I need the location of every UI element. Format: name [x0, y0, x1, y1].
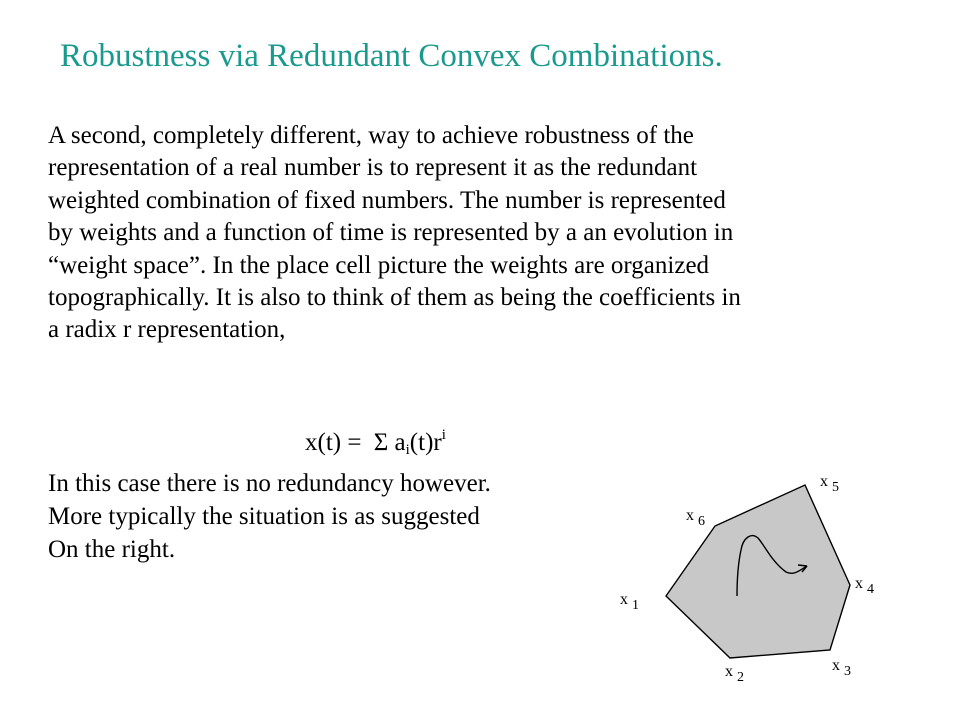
vertex-label-x2: x 2: [725, 663, 744, 685]
paragraph-line: “weight space”. In the place cell picture the weights are organized: [48, 251, 710, 279]
vertex-label-x6: x 6: [686, 507, 705, 529]
paragraph-line: representation of a real number is to represent it as the redundant: [48, 154, 698, 182]
paragraph-line: A second, completely different, way to achieve robustness of the: [48, 122, 694, 149]
formula-mid: (t)r: [409, 429, 442, 456]
convex-hull-diagram: [600, 470, 900, 710]
formula-lhs: x(t) =: [305, 429, 368, 456]
formula-a: a: [394, 429, 406, 456]
note-line: More typically the situation is as suggested: [48, 503, 480, 530]
slide-title: Robustness via Redundant Convex Combinations.: [60, 38, 723, 74]
vertex-label-x3: x 3: [832, 657, 851, 679]
note-text: [48, 467, 491, 566]
note-line: In this case there is no redundancy however.: [48, 470, 491, 497]
paragraph-line: a radix r representation,: [48, 316, 286, 344]
paragraph-line: by weights and a function of time is represented by a an evolution in: [48, 219, 734, 247]
paragraph-line: topographically. It is also to think of them as being the coefficients in: [48, 284, 741, 312]
paragraph-line: weighted combination of fixed numbers. The number is represented: [48, 186, 726, 214]
sigma-symbol: Σ: [373, 429, 389, 456]
vertex-label-x4: x 4: [855, 575, 874, 597]
radix-formula: [305, 427, 446, 459]
vertex-label-x1: x 1: [620, 591, 639, 613]
note-line: On the right.: [48, 536, 176, 563]
vertex-label-x5: x 5: [820, 473, 839, 495]
body-paragraph: [48, 120, 948, 347]
formula-r-superscript: i: [441, 427, 446, 443]
formula-a-subscript: i: [405, 442, 410, 458]
